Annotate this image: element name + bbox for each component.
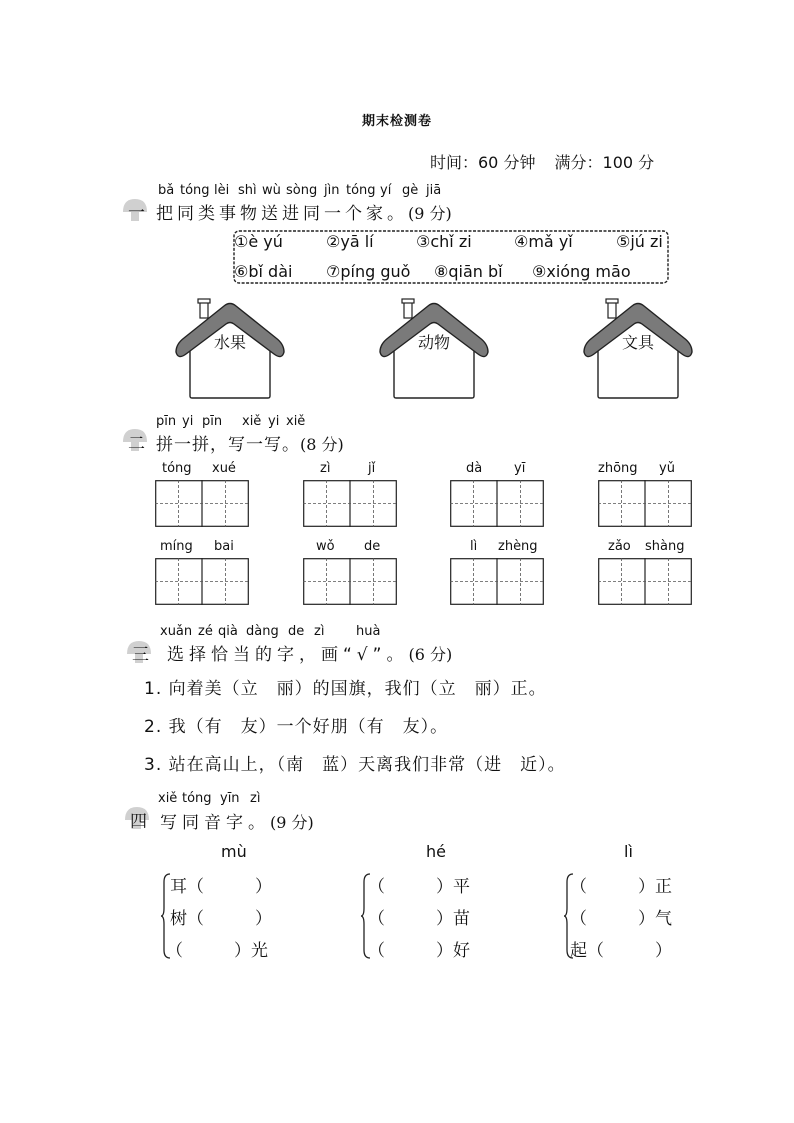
grid-pinyin: de	[364, 539, 381, 554]
answer-blank[interactable]: （ ）正	[570, 877, 672, 897]
question-item: 3. 站在高山上，（南 蓝）天离我们非常（进 近）。	[144, 755, 566, 775]
section-3-title: 选择恰当的字，画“√”。(6 分)	[167, 645, 453, 665]
question-item: 1. 向着美（立 丽）的国旗，我们（立 丽）正。	[144, 679, 547, 699]
option-item: ⑦píng guǒ	[326, 262, 411, 281]
grid-pinyin: shàng	[645, 539, 685, 554]
section-4-title: 写同音字。(9 分)	[160, 813, 314, 833]
answer-blank[interactable]: （ ）气	[570, 909, 672, 929]
section-2-title: 拼一拼，写一写。(8 分)	[156, 435, 344, 455]
answer-blank[interactable]: （ ）平	[368, 877, 470, 897]
answer-blank[interactable]: （ ）苗	[368, 909, 470, 929]
grid-pinyin: lì	[470, 539, 478, 554]
grid-pinyin: yī	[514, 461, 526, 476]
section-1-number: 一	[128, 203, 149, 223]
option-item: ⑨xióng māo	[532, 262, 631, 281]
grid-pinyin: míng	[160, 539, 193, 554]
grid-pinyin: xué	[212, 461, 236, 476]
writing-grid[interactable]	[303, 558, 397, 605]
full-score: 满分：100 分	[554, 153, 655, 172]
section-1-title: 把同类事物送进同一个家。(9 分)	[156, 204, 452, 224]
writing-grid[interactable]	[303, 480, 397, 527]
option-item: ④mǎ yǐ	[514, 232, 573, 251]
page-title: 期末检测卷	[361, 114, 432, 129]
group-pinyin: hé	[426, 842, 446, 861]
grid-pinyin: zhōng	[598, 461, 638, 476]
writing-grid[interactable]	[155, 558, 249, 605]
group-pinyin: mù	[221, 842, 247, 861]
option-item: ②yā lí	[326, 232, 374, 251]
section-4-number: 四	[130, 812, 151, 832]
answer-blank[interactable]: 耳（ ）	[170, 877, 272, 897]
answer-blank[interactable]: 起（ ）	[570, 941, 672, 961]
grid-pinyin: wǒ	[316, 539, 335, 554]
answer-blank[interactable]: （ ）好	[368, 941, 470, 961]
writing-grid[interactable]	[450, 558, 544, 605]
writing-grid[interactable]	[450, 480, 544, 527]
question-item: 2. 我（有 友）一个好朋（有 友）。	[144, 717, 449, 737]
option-item: ①è yú	[234, 232, 283, 251]
grid-pinyin: dà	[466, 461, 483, 476]
grid-pinyin: zì	[320, 461, 331, 476]
section-3-number: 三	[132, 645, 153, 665]
group-pinyin: lì	[624, 842, 633, 861]
answer-blank[interactable]: 树（ ）	[170, 909, 272, 929]
answer-blank[interactable]: （ ）光	[166, 941, 268, 961]
option-item: ⑧qiān bǐ	[434, 262, 503, 281]
house-label: 水果	[213, 333, 246, 352]
grid-pinyin: yǔ	[659, 461, 675, 476]
option-item: ③chǐ zi	[416, 232, 472, 251]
writing-grid[interactable]	[598, 480, 692, 527]
option-item: ⑥bǐ dài	[234, 262, 293, 281]
section-2-number: 二	[128, 434, 149, 454]
grid-pinyin: jǐ	[368, 461, 376, 476]
option-item: ⑤jú zi	[616, 232, 663, 251]
grid-pinyin: zhèng	[498, 539, 538, 554]
writing-grid[interactable]	[598, 558, 692, 605]
time-limit: 时间：60 分钟	[430, 153, 536, 172]
writing-grid[interactable]	[155, 480, 249, 527]
grid-pinyin: tóng	[162, 461, 192, 476]
grid-pinyin: bai	[214, 539, 234, 554]
house-label: 动物	[417, 333, 450, 352]
exam-info	[430, 150, 668, 173]
house-label: 文具	[621, 333, 654, 352]
grid-pinyin: zǎo	[608, 539, 631, 554]
